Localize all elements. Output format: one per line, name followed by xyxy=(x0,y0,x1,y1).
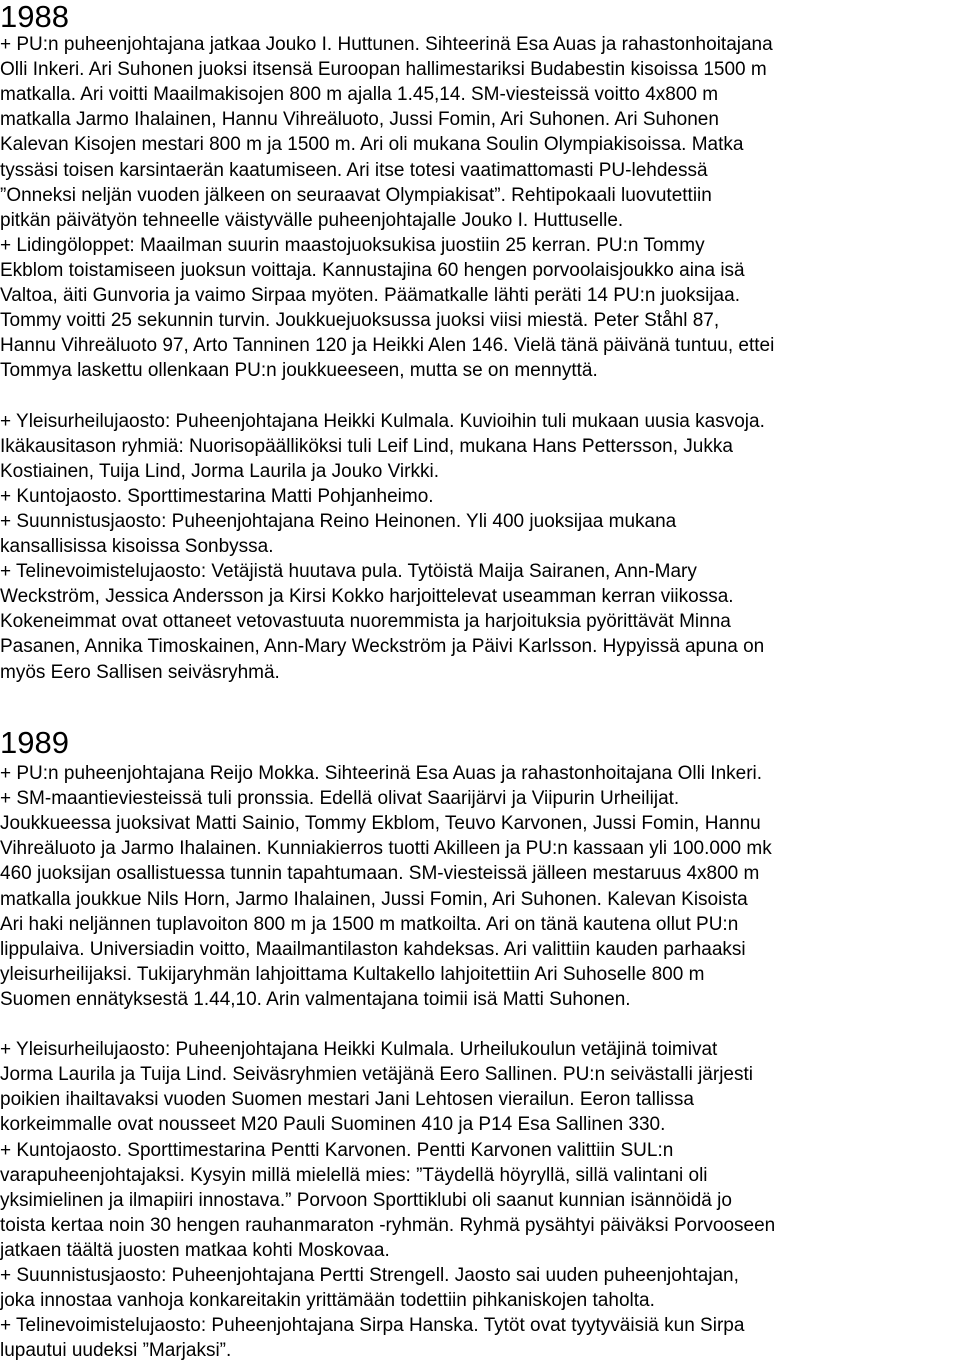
text-line: varapuheenjohtajaksi. Kysyin millä mielellä mies: ”Täydellä höyryllä, sillä valintani oli xyxy=(0,1164,708,1186)
text-line: + Yleisurheilujaosto: Puheenjohtajana Heikki Kulmala. Kuvioihin tuli mukaan uusia kasvoja. xyxy=(0,410,765,432)
text-line: joka innostaa vanhoja konkareitakin yrittämään todettiin pihkaniskojen taholta. xyxy=(0,1290,655,1312)
text-line: Joukkueessa juoksivat Matti Sainio, Tommy Ekblom, Teuvo Karvonen, Jussi Fomin, Hannu xyxy=(0,813,761,835)
text-line: Tommy voitti 25 sekunnin turvin. Joukkuejuoksussa juoksi viisi miestä. Peter Ståhl 87, xyxy=(0,310,720,332)
text-line: kansallisissa kisoissa Sonbyssa. xyxy=(0,536,274,557)
text-line: ”Onneksi neljän vuoden jälkeen on seuraavat Olympiakisat”. Rehtipokaali luovutettiin xyxy=(0,184,712,206)
text-line: matkalla Jarmo Ihalainen, Hannu Vihreäluoto, Jussi Fomin, Ari Suhonen. Ari Suhonen xyxy=(0,109,719,131)
text-line: + Telinevoimistelujaosto: Vetäjistä huutava pula. Tytöistä Maija Sairanen, Ann-Mary xyxy=(0,561,697,583)
year-heading-1989: 1989 xyxy=(0,725,69,760)
text-line: Valtoa, äiti Gunvoria ja vaimo Sirpaa myöten. Päämatkalle lähti peräti 14 PU:n juoksijaa. xyxy=(0,285,740,306)
text-line: + Lidingöloppet: Maailman suurin maastojuoksukisa juostiin 25 kerran. PU:n Tommy xyxy=(0,234,705,256)
text-line: poikien ihailtavaksi vuoden Suomen mestari Jani Lehtosen vierailun. Eeron tallissa xyxy=(0,1089,694,1111)
text-line: toista kertaa noin 30 hengen rauhanmaraton -ryhmän. Ryhmä pysähtyi päiväksi Porvooseen xyxy=(0,1214,776,1236)
text-line: Kalevan Kisojen mestari 800 m ja 1500 m. Ari oli mukana Soulin Olympiakisoissa. Matka xyxy=(0,134,744,156)
text-line: 460 juoksijan osallistuessa tunnin tapahtumaan. SM-viesteissä jälleen mestaruus 4x800 m xyxy=(0,863,760,885)
text-line: Tommya laskettu ollenkaan PU:n joukkueeseen, mutta se on mennyttä. xyxy=(0,360,598,382)
text-line: Hannu Vihreäluoto 97, Arto Tanninen 120 ja Heikki Alen 146. Vielä tänä päivänä tuntuu, ettei xyxy=(0,335,775,357)
text-line: tyssäsi toisen karsintaerän kaatumiseen. Ari itse totesi vaatimattomasti PU-lehdessä xyxy=(0,159,708,181)
text-line: yleisurheilijaksi. Tukijaryhmän lahjoittama Kultakello lahjoitettiin Ari Suhoselle 800 m xyxy=(0,963,705,985)
text-line: Ari haki neljännen tuplavoiton 800 m ja 1500 m matkoilta. Ari on tänä kautena ollut PU:n xyxy=(0,913,739,935)
text-line: Vihreäluoto ja Jarmo Ihalainen. Kunniakierros tuotti Akilleen ja PU:n kassaan yli 100.000 mk xyxy=(0,838,772,860)
text-line: Kostiainen, Tuija Lind, Jorma Laurila ja Jouko Virkki. xyxy=(0,460,439,482)
text-line: + Yleisurheilujaosto: Puheenjohtajana Heikki Kulmala. Urheilukoulun vetäjinä toimivat xyxy=(0,1039,718,1061)
text-line: matkalla. Ari voitti Maailmakisojen 800 m ajalla 1.45,14. SM-viesteissä voitto 4x800 m xyxy=(0,84,719,106)
text-line: yksimielinen ja ilmapiiri innostava.” Porvoon Sporttiklubi oli saanut kunnian isännöidä jo xyxy=(0,1189,732,1211)
text-line: + SM-maantieviesteissä tuli pronssia. Edellä olivat Saarijärvi ja Viipurin Urheilijat. xyxy=(0,788,680,810)
text-line: Weckström, Jessica Andersson ja Kirsi Kokko harjoittelevat useamman kerran viikossa. xyxy=(0,586,734,608)
text-line: Olli Inkeri. Ari Suhonen juoksi itsensä Euroopan hallimestariksi Budabestin kisoissa 1500 m xyxy=(0,59,767,81)
text-line: jatkaen täältä juosten matkaa kohti Moskovaa. xyxy=(0,1239,390,1261)
text-line: korkeimmalle ovat nousseet M20 Pauli Suominen 410 ja P14 Esa Sallinen 330. xyxy=(0,1114,666,1136)
text-line: matkalla joukkue Nils Horn, Jarmo Ihalainen, Jussi Fomin, Ari Suhonen. Kalevan Kisoista xyxy=(0,888,748,910)
text-line: Jorma Laurila ja Tuija Lind. Seiväsryhmien vetäjänä Eero Sallinen. PU:n seivästalli järjesti xyxy=(0,1064,753,1086)
text-line: lippulaiva. Universiadin voitto, Maailmantilaston kahdeksas. Ari valittiin kauden parhaaksi xyxy=(0,938,746,960)
text-line: Kokeneimmat ovat ottaneet vetovastuuta nuoremmista ja harjoituksia pyörittävät Minna xyxy=(0,611,731,633)
text-line: Ekblom toistamiseen juoksun voittaja. Kannustajina 60 hengen porvoolaisjoukko aina isä xyxy=(0,259,745,281)
text-line: myös Eero Sallisen seiväsryhmä. xyxy=(0,661,280,683)
text-line: Pasanen, Annika Timoskainen, Ann-Mary Weckström ja Päivi Karlsson. Hypyissä apuna on xyxy=(0,636,765,658)
text-line: + Suunnistusjaosto: Puheenjohtajana Reino Heinonen. Yli 400 juoksijaa mukana xyxy=(0,510,677,532)
text-line: + Kuntojaosto. Sporttimestarina Matti Pohjanheimo. xyxy=(0,485,434,507)
text-line: lupautui uudeksi ”Marjaksi”. xyxy=(0,1340,232,1362)
text-line: + Telinevoimistelujaosto: Puheenjohtajana Sirpa Hanska. Tytöt ovat tyytyväisiä kun Sirpa xyxy=(0,1315,745,1337)
text-line: pitkän päivätyön tehneelle väistyvälle puheenjohtajalle Jouko I. Huttuselle. xyxy=(0,209,624,231)
year-heading-1988: 1988 xyxy=(0,0,69,34)
text-line: + PU:n puheenjohtajana Reijo Mokka. Sihteerinä Esa Auas ja rahastonhoitajana Olli Inkeri. xyxy=(0,763,763,784)
text-line: + Suunnistusjaosto: Puheenjohtajana Pertti Strengell. Jaosto sai uuden puheenjohtajan, xyxy=(0,1265,739,1286)
text-line: + Kuntojaosto. Sporttimestarina Pentti Karvonen. Pentti Karvonen valittiin SUL:n xyxy=(0,1139,674,1161)
text-line: Suomen ennätyksestä 1.44,10. Arin valmentajana toimii isä Matti Suhonen. xyxy=(0,988,631,1010)
text-line: + PU:n puheenjohtajana jatkaa Jouko I. Huttunen. Sihteerinä Esa Auas ja rahastonhoitajana xyxy=(0,34,773,55)
text-line: Ikäkausitason ryhmiä: Nuorisopäälliköksi tuli Leif Lind, mukana Hans Pettersson, Jukka xyxy=(0,435,733,457)
